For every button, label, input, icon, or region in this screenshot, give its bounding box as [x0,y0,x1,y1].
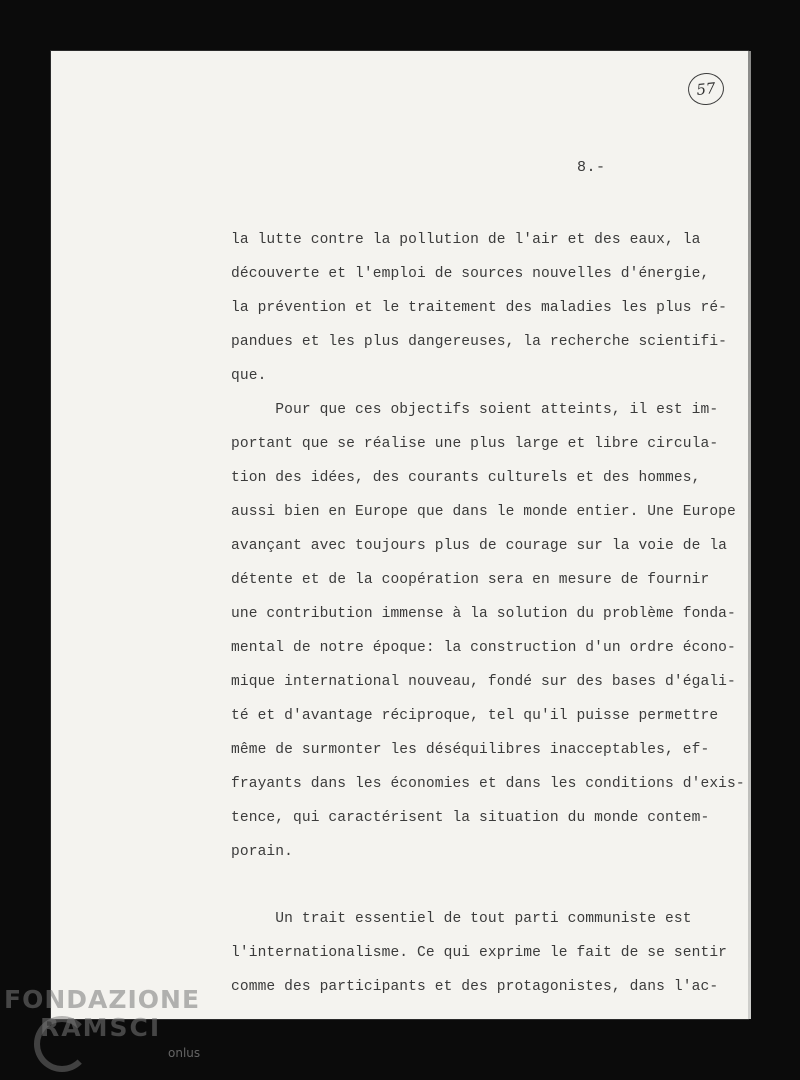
text-line: portant que se réalise une plus large et libre circula- [231,436,719,452]
paragraph-1 [231,223,731,393]
text-line: comme des participants et des protagonistes, dans l'ac- [231,979,719,995]
document-page [51,51,748,1019]
text-line: l'internationalisme. Ce qui exprime le fait de se sentir [231,945,728,961]
text-line: porain. [231,844,294,860]
archive-folio-stamp [686,71,725,107]
watermark-line-2 [4,1014,200,1042]
paragraph-gap [231,869,731,902]
text-line: même de surmonter les déséquilibres inacceptables, ef- [231,742,710,758]
text-line: que. [231,368,267,384]
text-line: frayants dans les économies et dans les conditions d'exis- [231,776,745,792]
page-number: 8.- [577,159,606,176]
typed-text-body [231,223,745,1004]
text-line: Pour que ces objectifs soient atteints, il est im- [231,402,719,418]
text-line: Un trait essentiel de tout parti communiste est [231,911,692,927]
gramsci-g-logo-icon [34,1016,90,1072]
paragraph-3 [231,902,731,1004]
text-line: mental de notre époque: la construction d'un ordre écono- [231,640,736,656]
text-line: tence, qui caractérisent la situation du monde contem- [231,810,710,826]
watermark-text-2: RAMSCI [40,1013,162,1042]
fondazione-gramsci-watermark [4,985,201,1060]
text-line: té et d'avantage réciproque, tel qu'il puisse permettre [231,708,719,724]
text-line: pandues et les plus dangereuses, la recherche scientifi- [231,334,728,350]
text-line: aussi bien en Europe que dans le monde entier. Une Europe [231,504,736,520]
paragraph-2 [231,393,745,869]
folio-number: 57 [695,79,717,99]
text-line: détente et de la coopération sera en mesure de fournir [231,572,710,588]
text-line: la lutte contre la pollution de l'air et des eaux, la [231,232,701,248]
text-line: une contribution immense à la solution du problème fonda- [231,606,736,622]
watermark-line-3: onlus [168,1046,201,1060]
watermark-line-1: FONDAZIONE [4,985,201,1014]
text-line: découverte et l'emploi de sources nouvelles d'énergie, [231,266,710,282]
text-line: la prévention et le traitement des maladies les plus ré- [231,300,728,316]
text-line: tion des idées, des courants culturels et des hommes, [231,470,701,486]
text-line: mique international nouveau, fondé sur des bases d'égali- [231,674,736,690]
text-line: avançant avec toujours plus de courage sur la voie de la [231,538,728,554]
